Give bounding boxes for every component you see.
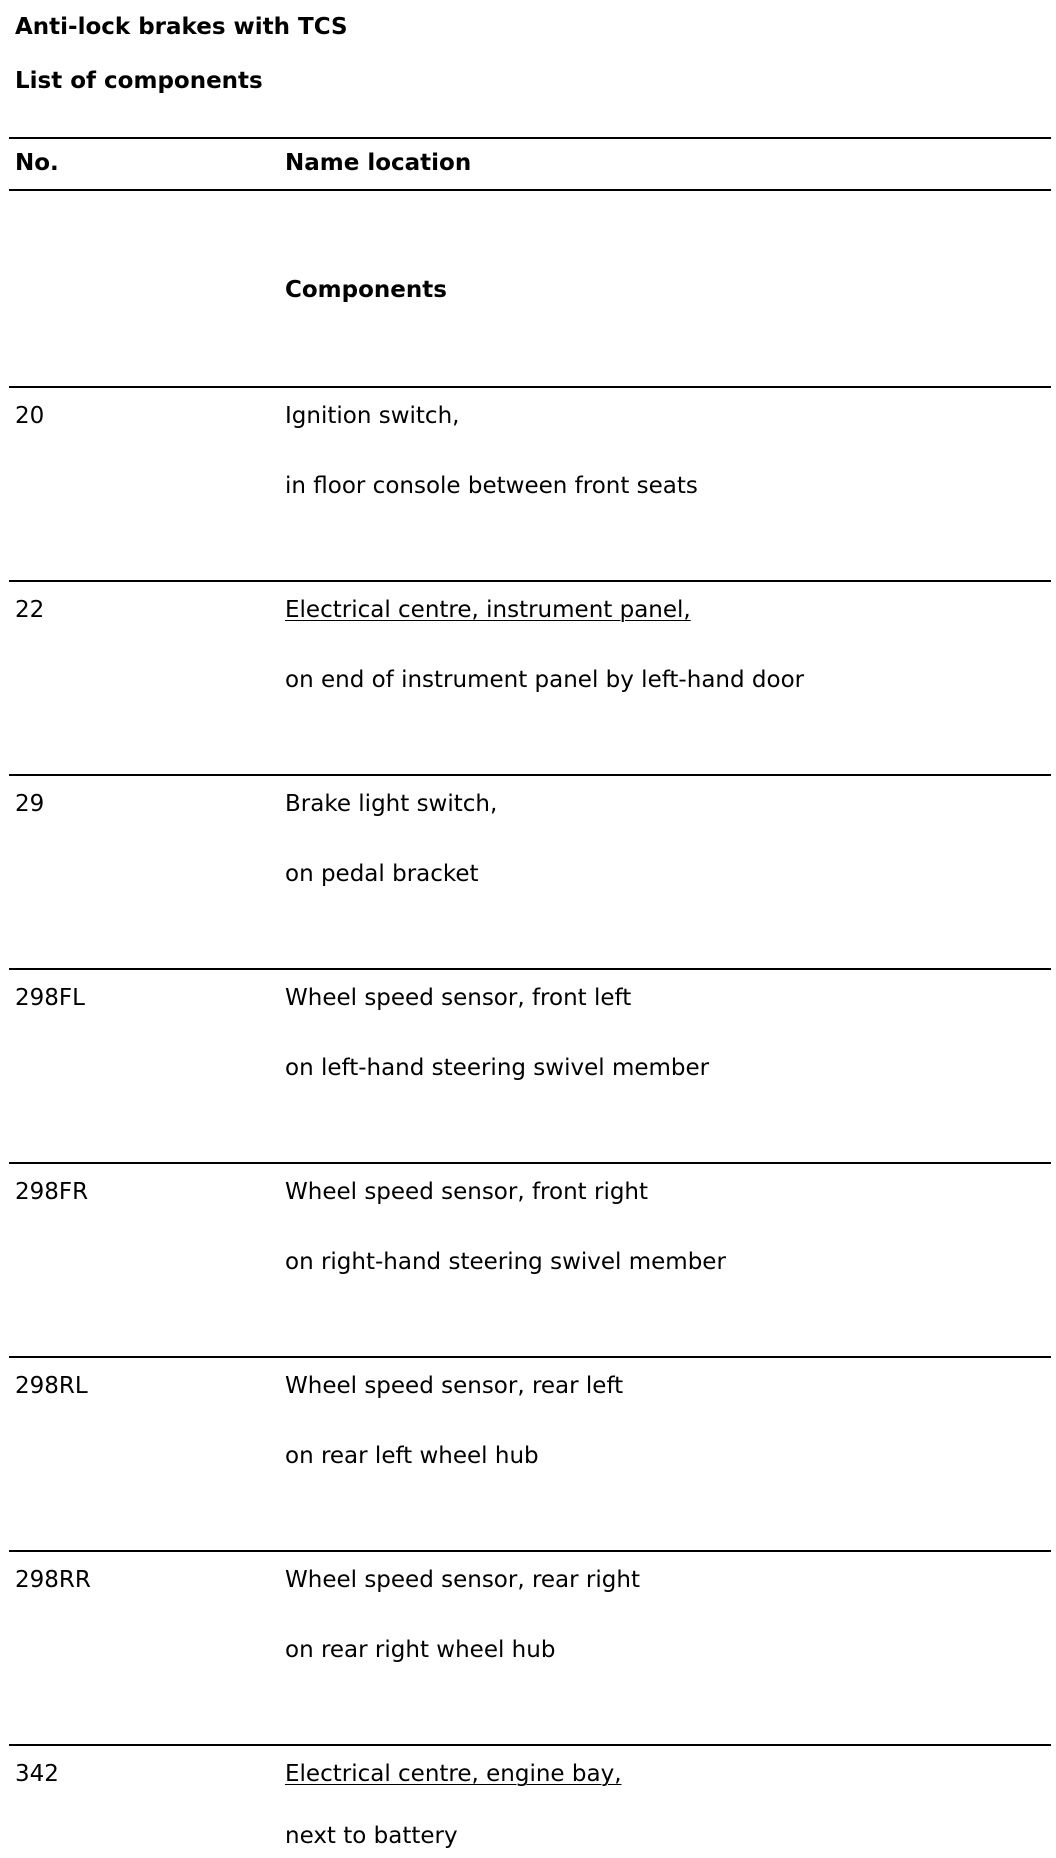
component-location: on right-hand steering swivel member: [285, 1249, 726, 1275]
component-number: 20: [15, 403, 45, 429]
component-name: Electrical centre, instrument panel,: [285, 597, 691, 623]
component-number: 298FR: [15, 1179, 89, 1205]
row-divider: [9, 1744, 1051, 1746]
document-title: Anti-lock brakes with TCS: [15, 14, 348, 40]
component-location: next to battery: [285, 1823, 458, 1849]
component-number: 298RL: [15, 1373, 88, 1399]
component-name: Wheel speed sensor, front left: [285, 985, 632, 1011]
row-divider: [9, 580, 1051, 582]
row-divider: [9, 1356, 1051, 1358]
component-number: 342: [15, 1761, 59, 1787]
component-name: Wheel speed sensor, rear left: [285, 1373, 624, 1399]
component-name: Wheel speed sensor, rear right: [285, 1567, 640, 1593]
component-location: on rear right wheel hub: [285, 1637, 556, 1663]
section-heading: Components: [285, 277, 447, 303]
component-number: 298FL: [15, 985, 85, 1011]
component-location: on pedal bracket: [285, 861, 479, 887]
row-divider: [9, 1162, 1051, 1164]
header-no: No.: [15, 150, 59, 176]
component-number: 29: [15, 791, 45, 817]
component-location: on left-hand steering swivel member: [285, 1055, 710, 1081]
header-bottom-rule: [9, 189, 1051, 191]
row-divider: [9, 774, 1051, 776]
header-name-location: Name location: [285, 150, 472, 176]
component-location: on rear left wheel hub: [285, 1443, 539, 1469]
component-number: 22: [15, 597, 45, 623]
component-location: on end of instrument panel by left-hand door: [285, 667, 805, 693]
component-name: Wheel speed sensor, front right: [285, 1179, 649, 1205]
document-subtitle: List of components: [15, 68, 263, 94]
component-number: 298RR: [15, 1567, 91, 1593]
table-top-rule: [9, 137, 1051, 139]
component-name: Brake light switch,: [285, 791, 498, 817]
row-divider: [9, 386, 1051, 388]
row-divider: [9, 968, 1051, 970]
component-location: in floor console between front seats: [285, 473, 698, 499]
row-divider: [9, 1550, 1051, 1552]
component-name: Ignition switch,: [285, 403, 460, 429]
component-name: Electrical centre, engine bay,: [285, 1761, 622, 1787]
